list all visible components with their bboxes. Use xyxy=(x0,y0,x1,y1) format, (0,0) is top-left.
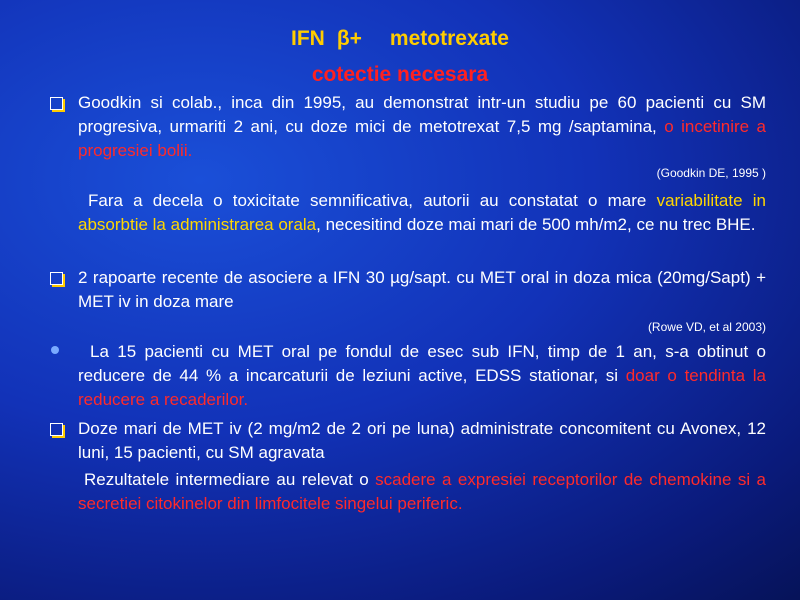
p1-highlight: o incetinire a progresiei bolii. xyxy=(78,117,767,160)
citation-goodkin: (Goodkin DE, 1995 ) xyxy=(656,166,766,180)
paragraph-rezultatele xyxy=(78,468,766,516)
title-beta: β+ xyxy=(336,27,362,50)
p2-highlight: variabilitate in absorbtie la administrarea orala xyxy=(78,191,766,234)
slide-title xyxy=(0,27,800,51)
paragraph-15-pacienti xyxy=(78,340,766,412)
dot-bullet-icon xyxy=(51,346,59,354)
p1-text: Goodkin si colab., inca din 1995, au demonstrat intr-un studiu pe 60 pacienti cu SM progresiva, urmariti 2 ani, cu doze mici de metotrexat 7,5 mg /saptamina, xyxy=(78,93,766,136)
p2-post: , necesitind doze mai mari de 500 mh/m2, ce nu trec BHE. xyxy=(316,215,756,234)
title-rest: metotrexate xyxy=(389,27,509,50)
square-bullet-icon xyxy=(50,97,63,110)
paragraph-rapoarte: 2 rapoarte recente de asociere a IFN 30 µg/sapt. cu MET oral in doza mica (20mg/Sapt) + MET iv in doza mare xyxy=(78,268,766,311)
p6-pre: Rezultatele intermediare au relevat o xyxy=(84,470,376,489)
title-prefix: IFN xyxy=(291,27,325,50)
square-bullet-icon xyxy=(50,423,63,436)
square-bullet-icon xyxy=(50,272,63,285)
citation-rowe: (Rowe VD, et al 2003) xyxy=(647,320,766,334)
p6-highlight: scadere a expresiei receptorilor de chemokine si a secretiei citokinelor din limfocitele singelui periferic. xyxy=(78,470,766,513)
p2-pre: Fara a decela o toxicitate semnificativa, autorii au constatat o mare xyxy=(88,191,657,210)
p4-text: La 15 pacienti cu MET oral pe fondul de esec sub IFN, timp de 1 an, s-a obtinut o reducere de 44 % a incarcaturii de leziuni active, EDSS stationar, si xyxy=(78,342,766,385)
paragraph-toxicity xyxy=(78,189,766,237)
paragraph-goodkin xyxy=(78,91,766,163)
slide-subtitle: cotectie necesara xyxy=(311,63,489,86)
p4-highlight: doar o tendinta la reducere a recaderilor. xyxy=(78,366,766,409)
paragraph-doze-mari: Doze mari de MET iv (2 mg/m2 de 2 ori pe luna) administrate concomitent cu Avonex, 12 luni, 15 pacienti, cu SM agravata xyxy=(78,419,766,462)
